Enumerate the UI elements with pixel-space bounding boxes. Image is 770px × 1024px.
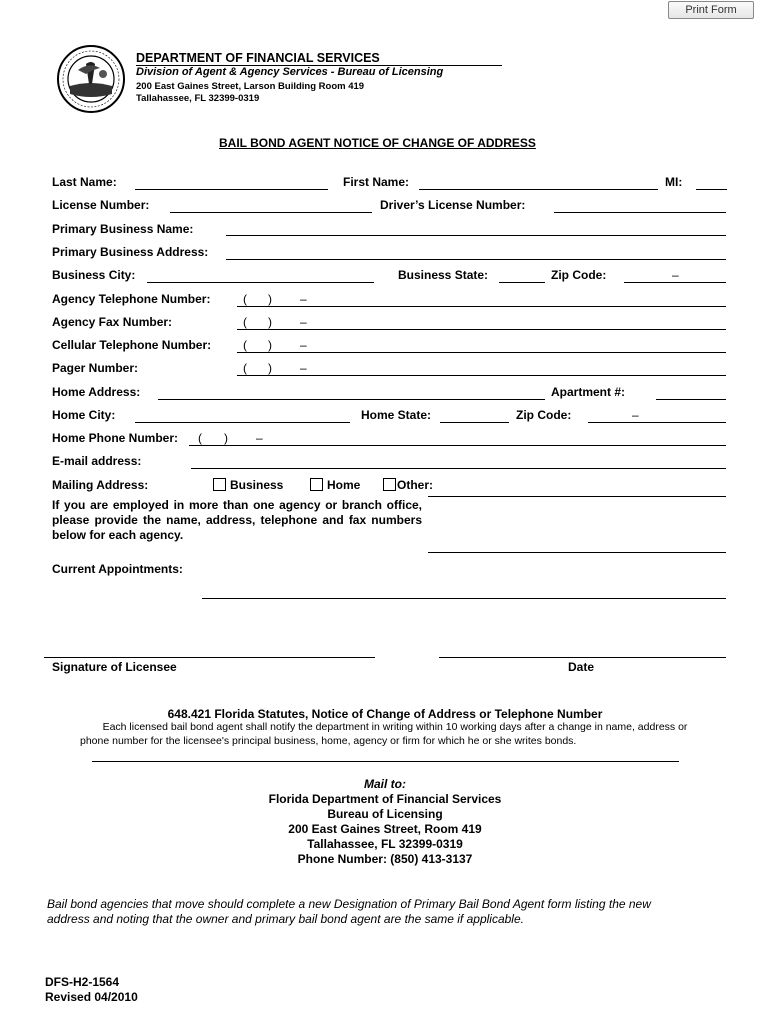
business-zip-line — [624, 282, 726, 283]
business-state-label: Business State: — [398, 268, 489, 282]
agency-telephone-field[interactable] — [237, 292, 726, 306]
home-address-field[interactable] — [158, 385, 545, 399]
form-revision: Revised 04/2010 — [45, 990, 138, 1004]
form-title: BAIL BOND AGENT NOTICE OF CHANGE OF ADDRESS — [219, 136, 536, 150]
email-field[interactable] — [191, 454, 726, 468]
primary-business-address-field[interactable] — [226, 245, 726, 259]
agency-fax-dash: – — [300, 315, 307, 329]
business-city-label: Business City: — [52, 268, 136, 282]
mail-to-line4: Tallahassee, FL 32399-0319 — [307, 837, 463, 851]
mail-to-line2: Bureau of Licensing — [327, 807, 443, 821]
print-form-button[interactable]: Print Form — [668, 1, 754, 19]
agency-fax-paren-open: ( — [243, 315, 247, 329]
pager-number-dash: – — [300, 361, 307, 375]
drivers-license-line — [554, 212, 726, 213]
pager-number-paren-close: ) — [268, 361, 272, 375]
header-address-line2: Tallahassee, FL 32399-0319 — [136, 93, 260, 104]
business-zip-label: Zip Code: — [551, 268, 607, 282]
cellular-telephone-dash: – — [300, 338, 307, 352]
mail-to-line3: 200 East Gaines Street, Room 419 — [288, 822, 482, 836]
agency-telephone-paren-open: ( — [243, 292, 247, 306]
first-name-field[interactable] — [419, 175, 658, 189]
home-phone-field[interactable] — [189, 431, 726, 445]
agency-telephone-dash: – — [300, 292, 307, 306]
license-number-field[interactable] — [170, 198, 372, 212]
apartment-line — [656, 399, 726, 400]
home-state-label: Home State: — [361, 408, 432, 422]
business-city-line — [147, 282, 374, 283]
mailing-other-label: Other: — [397, 478, 433, 492]
business-city-field[interactable] — [147, 268, 374, 282]
mail-to-line5: Phone Number: (850) 413-3137 — [297, 852, 473, 866]
email-line — [191, 468, 726, 469]
home-city-label: Home City: — [52, 408, 116, 422]
last-name-field[interactable] — [135, 175, 328, 189]
business-state-field[interactable] — [499, 268, 545, 282]
pager-number-field[interactable] — [237, 361, 726, 375]
license-number-label: License Number: — [52, 198, 150, 212]
signature-label: Signature of Licensee — [52, 660, 177, 674]
primary-business-name-line — [226, 235, 726, 236]
home-address-label: Home Address: — [52, 385, 141, 399]
header-address-line1: 200 East Gaines Street, Larson Building Room 419 — [136, 81, 365, 92]
signature-line — [44, 657, 375, 658]
pager-number-label: Pager Number: — [52, 361, 139, 375]
cellular-telephone-line — [237, 352, 726, 353]
mailing-business-checkbox[interactable] — [213, 478, 226, 491]
agency-telephone-line — [237, 306, 726, 307]
business-state-line — [499, 282, 545, 283]
form-number: DFS-H2-1564 — [45, 975, 120, 989]
home-phone-dash: – — [256, 431, 263, 445]
pager-number-line — [237, 375, 726, 376]
agency-fax-label: Agency Fax Number: — [52, 315, 173, 329]
mailing-business-label: Business — [230, 478, 284, 492]
agency-telephone-label: Agency Telephone Number: — [52, 292, 211, 306]
apartment-field[interactable] — [656, 385, 726, 399]
date-label: Date — [568, 660, 595, 674]
mailing-other-field[interactable] — [428, 481, 726, 495]
multiple-agency-field[interactable] — [428, 500, 726, 550]
statute-text-line1: Each licensed bail bond agent shall notify the department in writing within 10 working days after a change in name, address or — [102, 721, 688, 733]
multiple-agency-instructions: If you are employed in more than one agency or branch office, please provide the name, address, telephone and fax numbers below for each agency. — [52, 498, 422, 542]
agency-telephone-paren-close: ) — [268, 292, 272, 306]
home-zip-dash: – — [632, 408, 639, 422]
home-phone-label: Home Phone Number: — [52, 431, 179, 445]
home-address-line — [158, 399, 545, 400]
first-name-label: First Name: — [343, 175, 410, 189]
last-name-label: Last Name: — [52, 175, 117, 189]
department-title: DEPARTMENT OF FINANCIAL SERVICES — [136, 51, 380, 65]
footer-note-line1: Bail bond agencies that move should complete a new Designation of Primary Bail Bond Agent form listing the new — [47, 897, 651, 911]
mail-to-line1: Florida Department of Financial Services — [268, 792, 502, 806]
cellular-telephone-paren-open: ( — [243, 338, 247, 352]
multiple-agency-line — [428, 552, 726, 553]
pager-number-paren-open: ( — [243, 361, 247, 375]
current-appointments-label: Current Appointments: — [52, 562, 183, 576]
primary-business-name-field[interactable] — [226, 221, 726, 235]
mailing-other-checkbox[interactable] — [383, 478, 396, 491]
home-zip-field[interactable] — [588, 408, 726, 422]
last-name-line — [135, 189, 328, 190]
home-state-field[interactable] — [440, 408, 509, 422]
current-appointments-line — [202, 598, 726, 599]
business-zip-dash: – — [672, 268, 679, 282]
home-state-line — [440, 422, 509, 423]
mailing-home-label: Home — [327, 478, 361, 492]
home-city-line — [135, 422, 350, 423]
license-number-line — [170, 212, 372, 213]
mi-label: MI: — [665, 175, 683, 189]
florida-seal-icon — [56, 44, 126, 114]
home-zip-line — [588, 422, 726, 423]
mailing-address-label: Mailing Address: — [52, 478, 149, 492]
statute-title: 648.421 Florida Statutes, Notice of Change of Address or Telephone Number — [167, 707, 603, 721]
home-phone-line — [189, 445, 726, 446]
primary-business-name-label: Primary Business Name: — [52, 222, 194, 236]
cellular-telephone-field[interactable] — [237, 338, 726, 352]
drivers-license-field[interactable] — [554, 198, 726, 212]
statute-divider — [92, 761, 679, 762]
cellular-telephone-paren-close: ) — [268, 338, 272, 352]
mailing-home-checkbox[interactable] — [310, 478, 323, 491]
home-zip-label: Zip Code: — [516, 408, 572, 422]
home-phone-paren-open: ( — [198, 431, 202, 445]
current-appointments-field[interactable] — [202, 570, 726, 596]
date-line — [439, 657, 726, 658]
mi-line — [696, 189, 727, 190]
division-name: Division of Agent & Agency Services - Bureau of Licensing — [136, 66, 444, 78]
home-city-field[interactable] — [135, 408, 350, 422]
agency-fax-field[interactable] — [237, 315, 726, 329]
cellular-telephone-label: Cellular Telephone Number: — [52, 338, 212, 352]
primary-business-address-line — [226, 259, 726, 260]
apartment-label: Apartment #: — [551, 385, 626, 399]
mailing-other-line — [428, 496, 726, 497]
footer-note-line2: address and noting that the owner and primary bail bond agent are the same if applicable. — [47, 912, 524, 926]
statute-text-line2: phone number for the licensee's principal business, home, agency or firm for which he or she writes bonds. — [80, 735, 577, 747]
email-label: E-mail address: — [52, 454, 142, 468]
home-phone-paren-close: ) — [224, 431, 228, 445]
first-name-line — [419, 189, 658, 190]
mail-to-label: Mail to: — [364, 777, 406, 791]
drivers-license-label: Driver’s License Number: — [380, 198, 526, 212]
mi-field[interactable] — [696, 175, 727, 189]
agency-fax-line — [237, 329, 726, 330]
agency-fax-paren-close: ) — [268, 315, 272, 329]
primary-business-address-label: Primary Business Address: — [52, 245, 209, 259]
